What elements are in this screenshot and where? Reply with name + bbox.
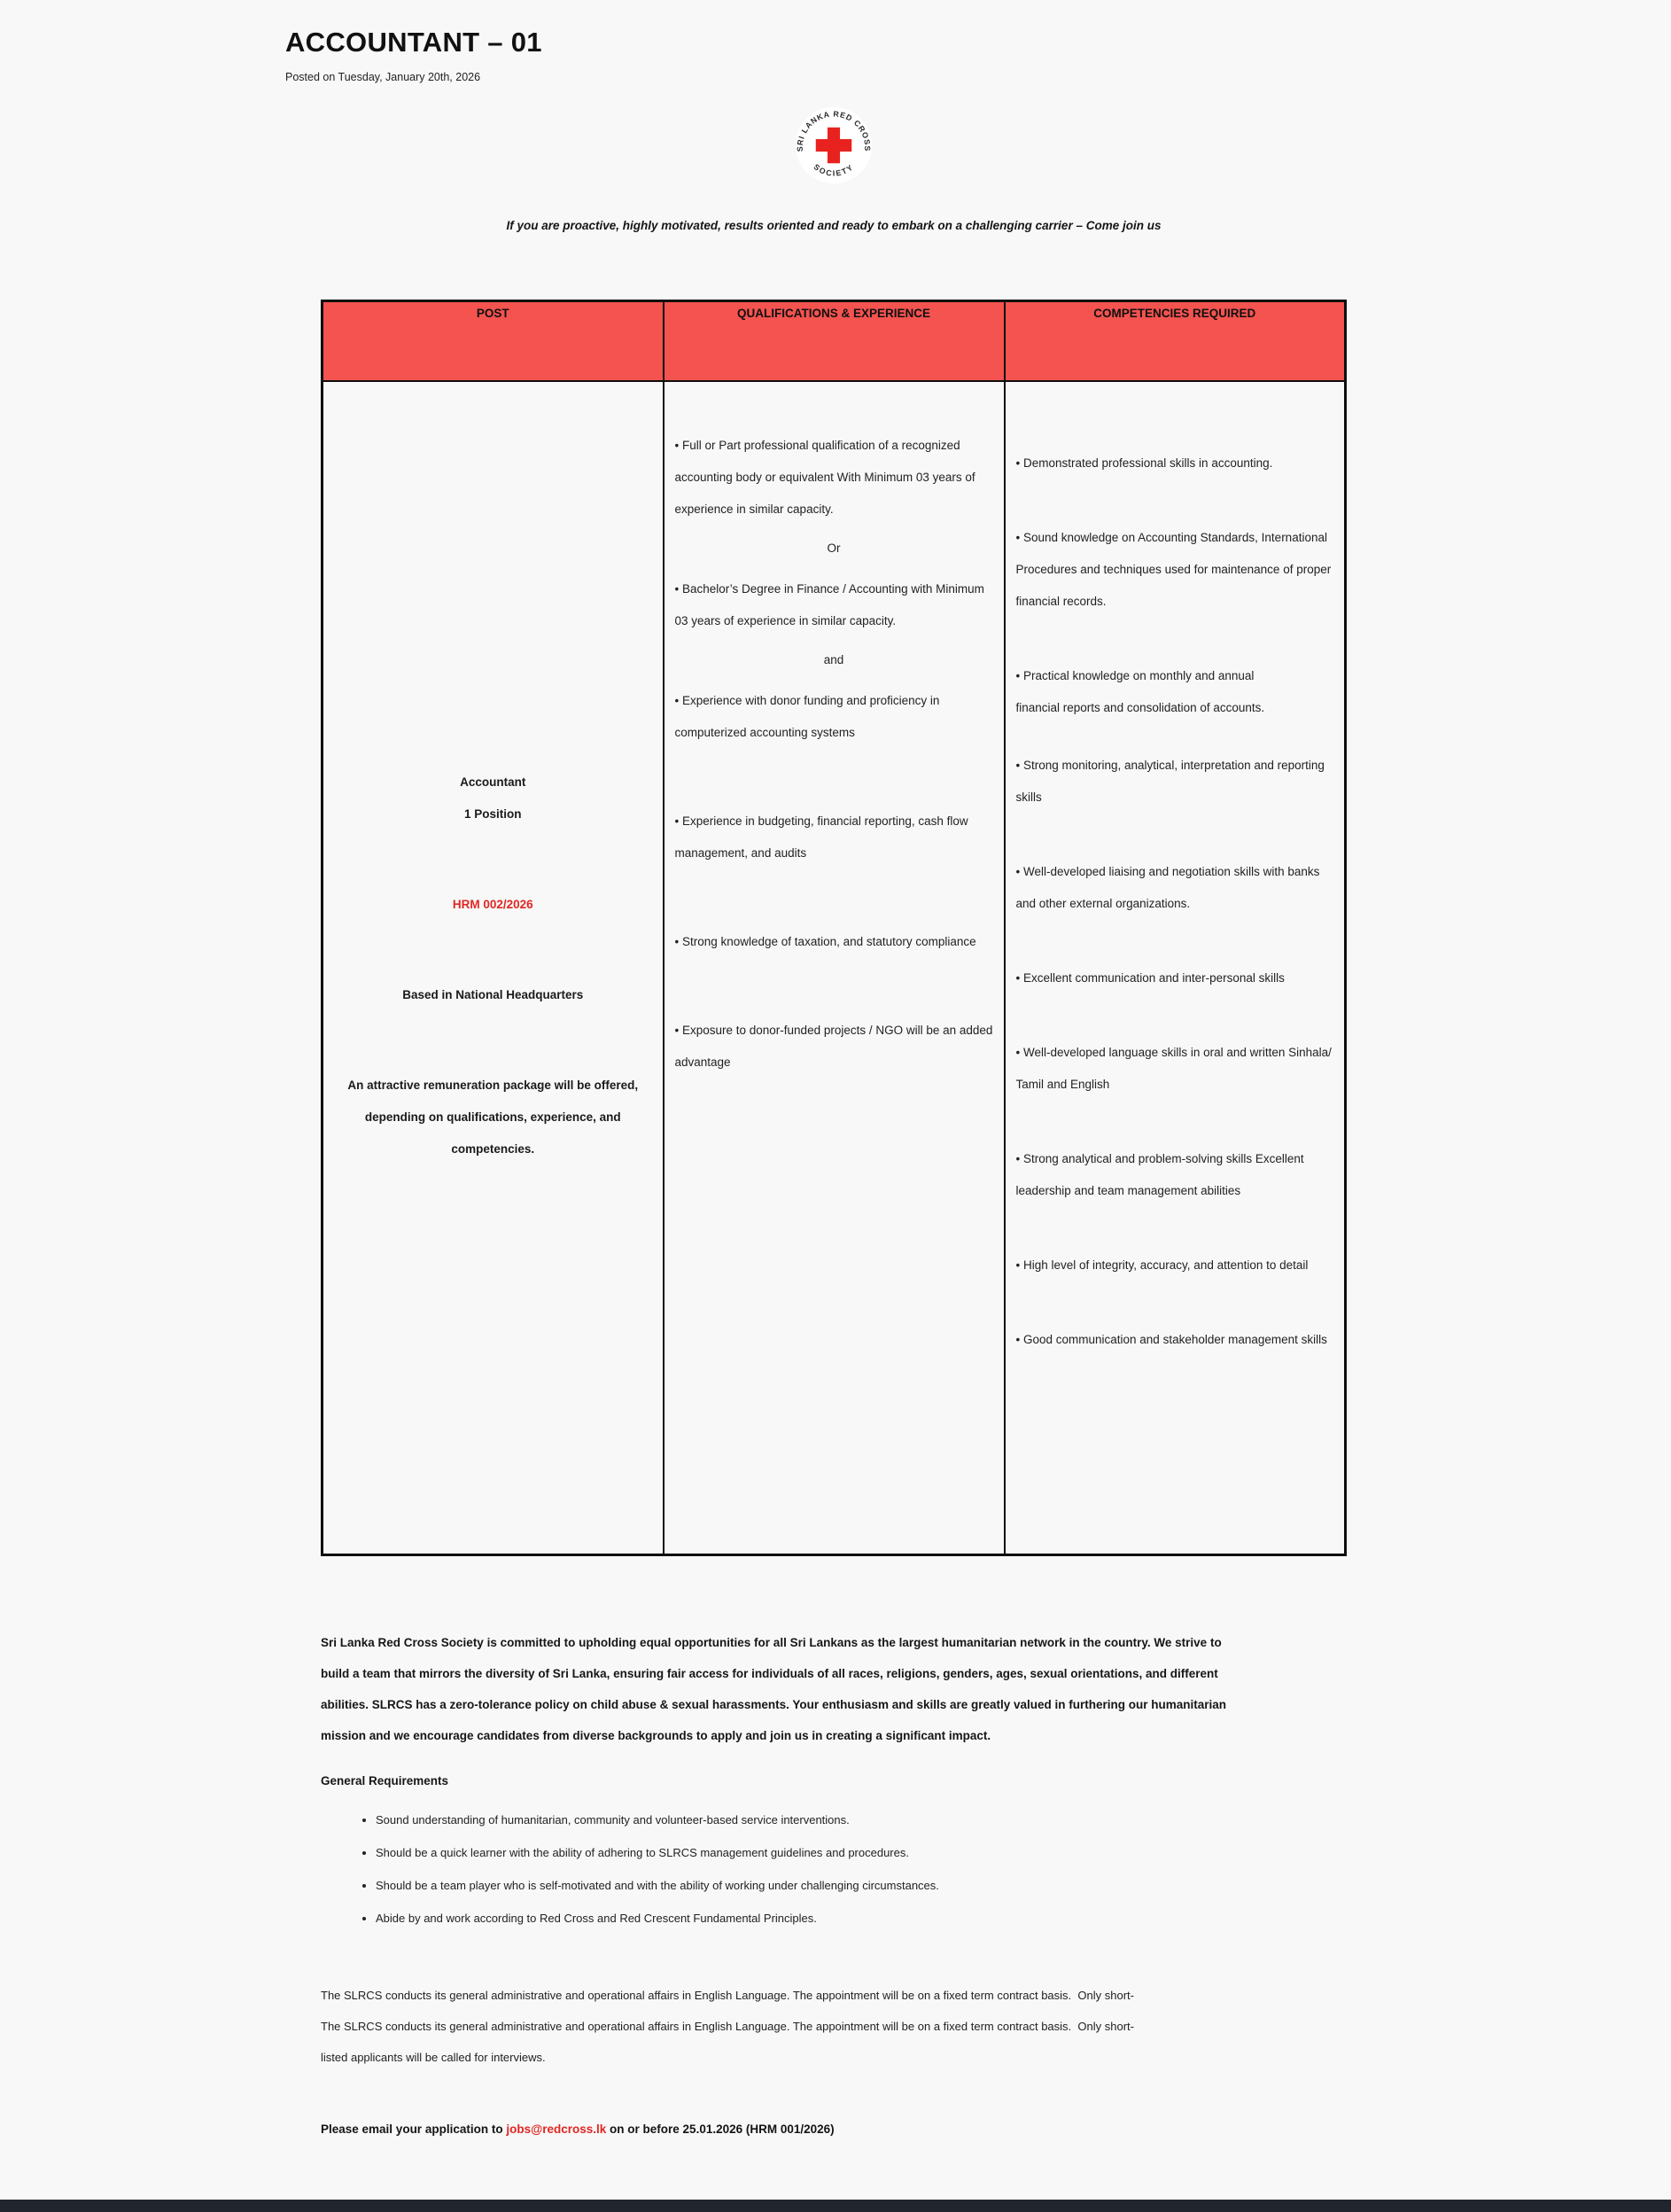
bullet-item: • Experience in budgeting, financial reporting, cash flow management, and audits (674, 814, 968, 860)
table-header-competencies: COMPETENCIES REQUIRED (1005, 301, 1346, 382)
package-text: An attractive remuneration package will be offered, depending on qualifications, experience, and competencies. (347, 1079, 639, 1156)
bullet-item: • Good communication and stakeholder management skills (1015, 1333, 1327, 1346)
text-line: The SLRCS conducts its general administrative and operational affairs in English Language. The appointment will be on a fixed term contract basis. Only short- (321, 1989, 1134, 2002)
closing-paragraph (321, 1980, 1347, 2073)
qualifications-cell (664, 381, 1005, 1555)
bullet-item: • High level of integrity, accuracy, and attention to detail (1015, 1258, 1309, 1272)
table-header-qualifications: QUALIFICATIONS & EXPERIENCE (664, 301, 1005, 382)
svg-text:SRI LANKA RED CROSS: SRI LANKA RED CROSS (795, 109, 873, 152)
separator-word: and (823, 653, 844, 666)
positions-text: 1 Position (463, 807, 522, 821)
role-text: Accountant (460, 775, 526, 789)
bullet-item: • Practical knowledge on monthly and annual financial reports and consolidation of accounts. (1015, 669, 1265, 714)
bullet-item: • Experience with donor funding and proficiency in computerized accounting systems (674, 694, 940, 739)
bullet-item: • Well-developed language skills in oral and written Sinhala/ Tamil and English (1015, 1046, 1332, 1091)
bullet-item: • Sound knowledge on Accounting Standards, International Procedures and techniques used for maintenance of proper financial records. (1015, 531, 1332, 608)
location-text: Based in National Headquarters (402, 988, 584, 1001)
requirement-item: • Should be a team player who is self-motivated and with the ability of working under challenging circumstances. (376, 1878, 1347, 1894)
post-cell (323, 381, 664, 1555)
text-line: listed applicants will be called for interviews. (321, 2051, 546, 2064)
posted-date: Posted on Tuesday, January 20th, 2026 (285, 71, 481, 83)
general-requirements-heading: General Requirements (321, 1774, 449, 1788)
bullet-item: • Strong analytical and problem-solving skills Excellent leadership and team management abilities (1015, 1152, 1304, 1197)
footer-bar (0, 2200, 1671, 2212)
svg-text:SOCIETY: SOCIETY (812, 161, 856, 178)
apply-line (321, 2122, 1347, 2136)
text-line: The SLRCS conducts its general administrative and operational affairs in English Language. The appointment will be on a fixed term contract basis. Only short- (321, 2020, 1134, 2033)
email-link[interactable]: jobs@redcross.lk (506, 2122, 607, 2136)
apply-suffix: on or before 25.01.2026 (HRM 001/2026) (606, 2122, 835, 2136)
bullet-item: • Excellent communication and inter-personal skills (1015, 971, 1285, 985)
reference-number: HRM 002/2026 (452, 898, 533, 911)
bullet-item: • Strong knowledge of taxation, and statutory compliance (674, 935, 976, 948)
page-title: ACCOUNTANT – 01 (285, 27, 542, 58)
bullet-item: • Full or Part professional qualification of a recognized accounting body or equivalent With Minimum 03 years of experience in similar capacity. (674, 439, 975, 516)
requirement-item: • Abide by and work according to Red Cross and Red Crescent Fundamental Principles. (376, 1911, 1347, 1927)
text-line: Sri Lanka Red Cross Society is committed to upholding equal opportunities for all Sri Lankans as the largest humanitarian network in the country. We strive to (321, 1636, 1222, 1649)
table-header-post: POST (323, 301, 664, 382)
text-line: build a team that mirrors the diversity of Sri Lanka, ensuring fair access for individuals of all races, religions, genders, ages, sexual orientations, and different (321, 1667, 1218, 1680)
text-line: abilities. SLRCS has a zero-tolerance policy on child abuse & sexual harassments. Your enthusiasm and skills are greatly valued in furthering our humanitarian (321, 1698, 1227, 1711)
red-cross-logo (321, 106, 1347, 189)
requirement-item: • Should be a quick learner with the ability of adhering to SLRCS management guidelines and procedures. (376, 1845, 1347, 1861)
bullet-item: • Strong monitoring, analytical, interpretation and reporting skills (1015, 759, 1325, 804)
about-paragraph (321, 1627, 1347, 1751)
text-line: mission and we encourage candidates from diverse backgrounds to apply and join us in creating a significant impact. (321, 1729, 991, 1742)
red-cross-logo-icon (795, 106, 873, 184)
separator-word: Or (827, 541, 841, 555)
bullet-item: • Exposure to donor-funded projects / NGO will be an added advantage (674, 1024, 993, 1069)
bullet-item: • Demonstrated professional skills in accounting. (1015, 456, 1273, 470)
competencies-cell (1005, 381, 1346, 1555)
tagline: If you are proactive, highly motivated, results oriented and ready to embark on a challenging carrier – Come join us (506, 219, 1162, 232)
apply-prefix: Please email your application to (321, 2122, 507, 2136)
bullet-item: • Bachelor’s Degree in Finance / Accounting with Minimum 03 years of experience in similar capacity. (674, 582, 984, 627)
requirement-item: • Sound understanding of humanitarian, community and volunteer-based service interventions. (376, 1812, 1347, 1828)
vacancy-table (321, 300, 1347, 1556)
bullet-item: • Well-developed liaising and negotiation skills with banks and other external organizations. (1015, 865, 1320, 910)
table-row (323, 381, 1346, 1555)
requirements-list (321, 1812, 1347, 1927)
